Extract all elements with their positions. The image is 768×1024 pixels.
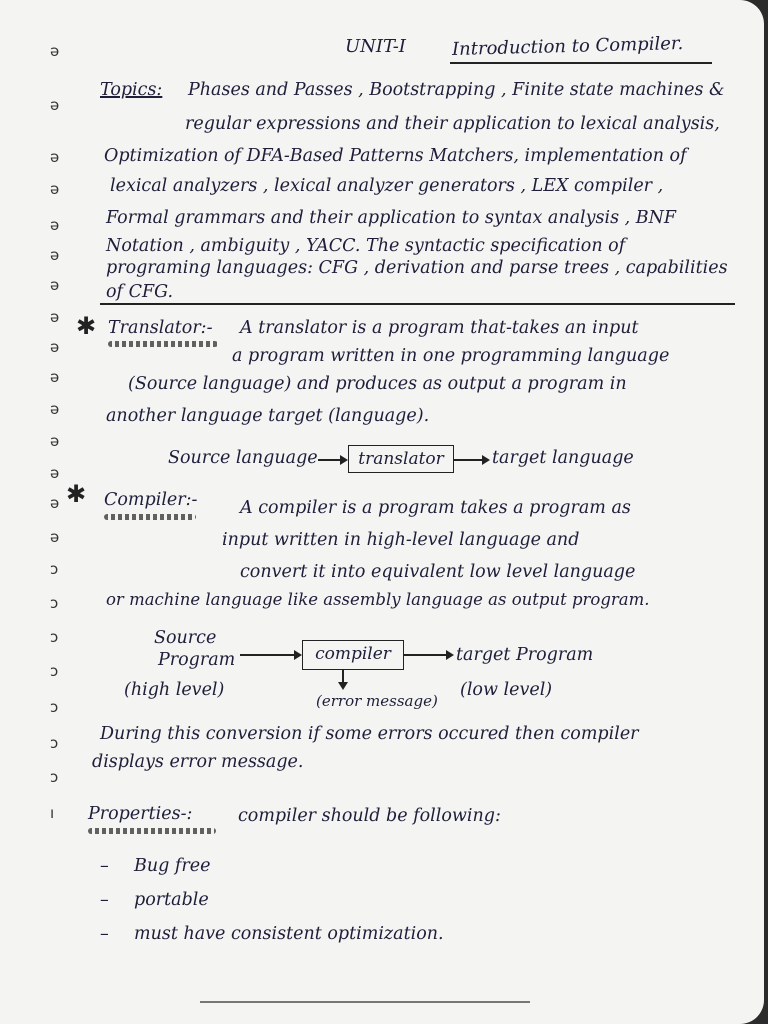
- topics-line-5: Formal grammars and their application to syntax analysis , BNF: [106, 208, 677, 228]
- translator-box: translator: [348, 445, 454, 473]
- compiler-diagram-input-line2: Program: [158, 650, 236, 670]
- topics-line-2: regular expressions and their application to lexical analysis,: [185, 114, 720, 134]
- compiler-line-4: or machine language like assembly language as output program.: [106, 590, 650, 609]
- margin-ruling: ə ə ə ə ə ə ə ə ə ə ə ə ə ə ə ɔ ɔ ɔ ɔ ɔ ɔ ɔ ı: [50, 42, 60, 822]
- arrow-right-icon: [404, 654, 452, 656]
- topics-line-1: Phases and Passes , Bootstrapping , Finite state machines &: [188, 80, 725, 100]
- conversion-line-1: During this conversion if some errors occured then compiler: [100, 724, 639, 744]
- properties-intro: compiler should be following:: [238, 806, 501, 826]
- properties-label: Properties-:: [88, 804, 193, 824]
- arrow-down-icon: [342, 670, 344, 688]
- title-underline: [450, 62, 712, 64]
- compiler-diagram-output-note: (low level): [460, 680, 553, 700]
- topics-line-7: programing languages: CFG , derivation and parse trees , capabilities: [106, 258, 728, 278]
- bullet-star-icon: ✱: [76, 312, 97, 340]
- compiler-box: compiler: [302, 640, 404, 670]
- translator-line-4: another language target (language).: [106, 406, 430, 426]
- translator-diagram-output: target language: [492, 448, 634, 468]
- list-dash: –: [100, 890, 109, 910]
- arrow-right-icon: [318, 459, 346, 461]
- topics-line-8: of CFG.: [106, 282, 174, 302]
- topics-line-4: lexical analyzers , lexical analyzer generators , LEX compiler ,: [110, 176, 664, 196]
- properties-underline: [88, 828, 216, 834]
- compiler-line-2: input written in high-level language and: [222, 530, 580, 550]
- topics-label: Topics:: [100, 80, 163, 100]
- translator-line-1: A translator is a program that-takes an input: [240, 318, 639, 338]
- list-dash: –: [100, 856, 109, 876]
- translator-diagram-input: Source language: [168, 448, 318, 468]
- list-item: Bug free: [134, 856, 211, 876]
- topics-line-6: Notation , ambiguity , YACC. The syntactic specification of: [106, 236, 626, 256]
- translator-underline: [108, 341, 218, 347]
- list-item: must have consistent optimization.: [134, 924, 444, 944]
- compiler-diagram-error: (error message): [316, 692, 438, 710]
- compiler-diagram-input-line1: Source: [154, 628, 217, 648]
- compiler-line-3: convert it into equivalent low level language: [240, 562, 636, 582]
- list-dash: –: [100, 924, 109, 944]
- conversion-line-2: displays error message.: [92, 752, 304, 772]
- unit-label: UNIT-I: [345, 36, 406, 57]
- page-title: Introduction to Compiler.: [451, 32, 684, 61]
- compiler-label: Compiler:-: [104, 490, 198, 510]
- compiler-underline: [104, 514, 196, 520]
- section-divider: [100, 303, 735, 305]
- topics-line-3: Optimization of DFA-Based Patterns Matchers, implementation of: [104, 146, 687, 166]
- translator-line-2: a program written in one programming language: [232, 346, 670, 366]
- bullet-star-icon: ✱: [66, 480, 87, 508]
- list-item: portable: [134, 890, 209, 910]
- compiler-diagram-input-note: (high level): [124, 680, 225, 700]
- arrow-right-icon: [454, 459, 488, 461]
- compiler-line-1: A compiler is a program takes a program as: [240, 498, 631, 518]
- arrow-right-icon: [240, 654, 300, 656]
- translator-label: Translator:-: [108, 318, 213, 338]
- compiler-diagram-output: target Program: [456, 645, 594, 665]
- translator-line-3: (Source language) and produces as output a program in: [128, 374, 627, 394]
- bottom-rule: [200, 1001, 530, 1003]
